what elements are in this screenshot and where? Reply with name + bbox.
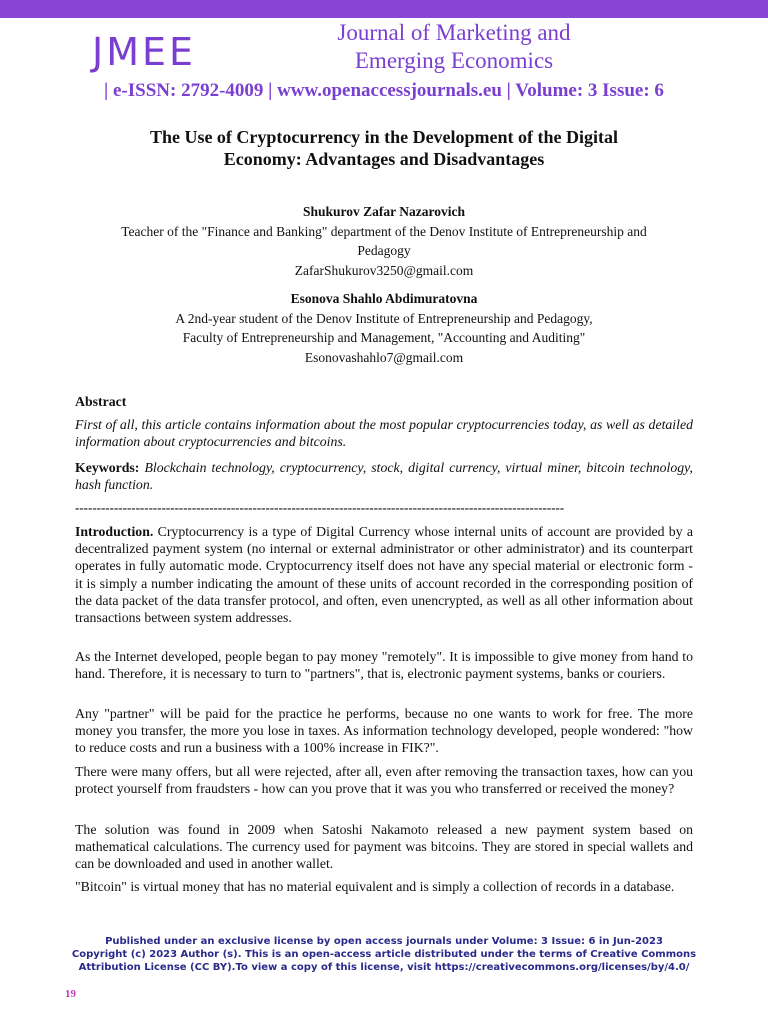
abstract-heading: Abstract	[75, 394, 127, 409]
paper-title-line1: The Use of Cryptocurrency in the Development of the Digital	[149, 127, 619, 147]
abstract-text: First of all, this article contains information about the most popular cryptocurrencies today, as well as detailed information about cryptocurrencies and bitcoins.	[75, 417, 693, 450]
paragraph: The solution was found in 2009 when Satoshi Nakamoto released a new payment system based on mathematical calculations. The currency used for payment was bitcoins. They are stored in special wallets and can be downloaded and used in another wallet.	[75, 822, 693, 872]
author-affiliation: Faculty of Entrepreneurship and Management, "Accounting and Auditing"	[182, 330, 586, 345]
footer-line: Attribution License (CC BY).To view a copy of this license, visit https://creativecommons.org/licenses/by/4.0/	[78, 962, 690, 973]
keywords-text: Blockchain technology, cryptocurrency, stock, digital currency, virtual miner, bitcoin technology, hash function.	[75, 460, 693, 493]
footer-line: Copyright (c) 2023 Author (s). This is an open-access article distributed under the terms of Creative Commons	[71, 949, 697, 960]
author-block	[70, 289, 698, 367]
author-name: Esonova Shahlo Abdimuratovna	[290, 291, 478, 306]
intro-text: Cryptocurrency is a type of Digital Currency whose internal units of account are provided by a decentralized payment system (no internal or external administrator or other administrator) and its counterpart operates in fully automatic mode. Cryptocurrency itself does not have any special material or electronic form - it is simply a number indicating the amount of these units of account recorded in the corresponding position of the data packet of the data transfer protocol, and often, even unencrypted, as well as all other information about transactions between system addresses.	[75, 524, 694, 626]
journal-title-line1: Journal of Marketing and	[337, 20, 571, 45]
paragraph: As the Internet developed, people began to pay money "remotely". It is impossible to give money from hand to hand. Therefore, it is necessary to turn to "partners", that is, electronic payment systems, banks or couriers.	[75, 649, 693, 682]
intro-label: Introduction.	[75, 524, 154, 539]
paragraph: "Bitcoin" is virtual money that has no material equivalent and is simply a collection of records in a database.	[75, 879, 675, 894]
paper-title	[90, 126, 678, 170]
keywords-label: Keywords:	[75, 460, 140, 475]
author-email: Esonovashahlo7@gmail.com	[304, 349, 464, 365]
issn-line: | e-ISSN: 2792-4009 | www.openaccessjournals.eu | Volume: 3 Issue: 6	[104, 80, 664, 101]
page-number: 19	[65, 988, 76, 1000]
author-name: Shukurov Zafar Nazarovich	[302, 204, 466, 219]
paragraph-introduction	[75, 523, 693, 626]
journal-title-line2: Emerging Economics	[354, 48, 554, 73]
author-block	[70, 202, 698, 280]
paragraph: Any "partner" will be paid for the practice he performs, because no one wants to work for free. The more money you transfer, the more you lose in taxes. As information technology developed, people wondered: "how to reduce costs and run a business with a 100% increase in FIK?".	[75, 706, 693, 756]
paragraph: There were many offers, but all were rejected, after all, even after removing the transaction taxes, how can you protect yourself from fraudsters - how can you prove that it was you who transferred or received the money?	[75, 764, 693, 797]
header-bar	[0, 0, 768, 18]
footer-line: Published under an exclusive license by open access journals under Volume: 3 Issue: 6 in Jun-2023	[105, 936, 663, 947]
section-separator: -----------------------------------------------------------------------------------------------------------------	[75, 500, 565, 515]
keywords	[75, 459, 693, 493]
author-affiliation: Pedagogy	[357, 243, 411, 258]
author-affiliation: A 2nd-year student of the Denov Institute of Entrepreneurship and Pedagogy,	[175, 310, 593, 326]
author-email: ZafarShukurov3250@gmail.com	[294, 262, 474, 278]
paper-title-line2: Economy: Advantages and Disadvantages	[223, 149, 545, 169]
journal-logo: JMEE	[92, 30, 197, 74]
author-affiliation: Teacher of the "Finance and Banking" department of the Denov Institute of Entrepreneurship and	[121, 223, 647, 239]
journal-title	[296, 19, 612, 75]
license-footer	[60, 935, 708, 974]
